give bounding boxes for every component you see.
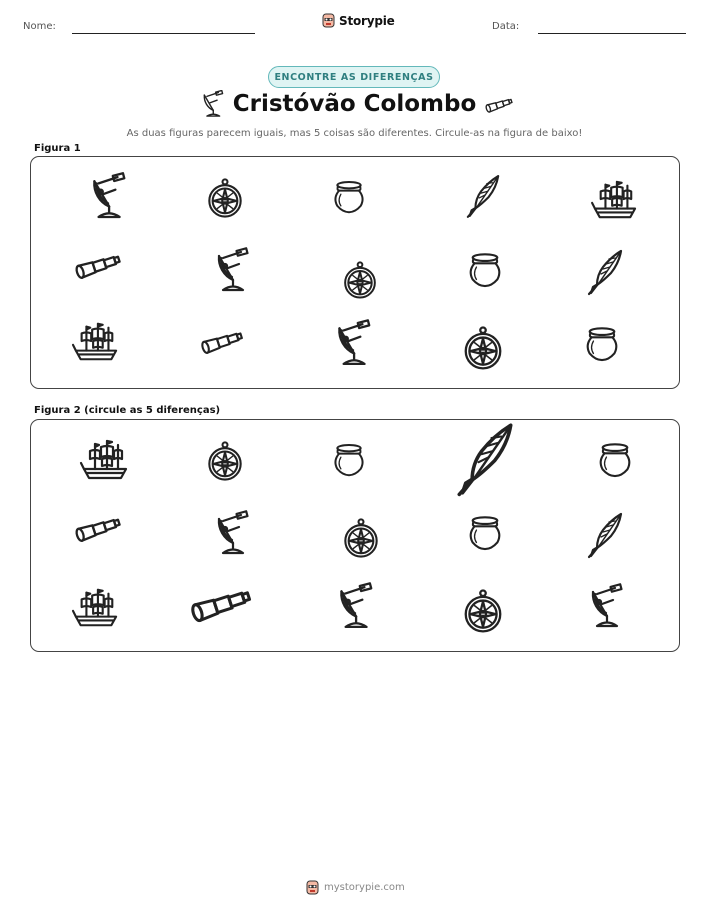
ship-icon[interactable] [591, 179, 639, 221]
compass-icon[interactable] [462, 588, 504, 634]
brand-name: Storypie [339, 13, 395, 28]
pot-icon[interactable] [331, 177, 367, 215]
sextant-icon[interactable] [331, 320, 373, 366]
figure2-label: Figura 2 (circule as 5 diferenças) [34, 405, 221, 416]
sextant-icon[interactable] [86, 172, 128, 220]
quill-icon[interactable] [452, 422, 518, 496]
figure2-panel[interactable] [30, 419, 680, 652]
instructions-text: As duas figuras parecem iguais, mas 5 coisas são diferentes. Circule-as na figura de baixo! [126, 128, 583, 139]
pot-icon[interactable] [596, 439, 634, 479]
quill-icon[interactable] [585, 511, 625, 559]
pot-icon[interactable] [466, 512, 504, 552]
quill-icon[interactable] [585, 248, 625, 296]
ship-icon[interactable] [73, 585, 119, 631]
pot-icon[interactable] [583, 323, 621, 363]
spyglass-icon[interactable] [73, 514, 123, 544]
pot-icon[interactable] [466, 249, 504, 289]
name-label: Nome: [23, 21, 56, 32]
pot-icon[interactable] [331, 440, 367, 478]
name-field-line[interactable] [72, 33, 255, 34]
ship-icon[interactable] [81, 437, 129, 483]
figure1-panel[interactable] [30, 156, 680, 389]
brand-logo [322, 13, 395, 28]
spyglass-icon[interactable] [199, 327, 245, 357]
compass-icon[interactable] [206, 176, 244, 220]
page-title: Cristóvão Colombo [232, 91, 477, 117]
footer-url[interactable]: mystorypie.com [324, 882, 405, 893]
spyglass-icon [484, 97, 514, 117]
compass-icon[interactable] [462, 325, 504, 371]
activity-type-badge: ENCONTRE AS DIFERENÇAS [268, 66, 440, 88]
compass-icon[interactable] [342, 516, 380, 560]
compass-icon[interactable] [206, 439, 244, 483]
date-label: Data: [492, 21, 520, 32]
spyglass-icon[interactable] [73, 251, 123, 281]
storypie-mascot-icon [322, 13, 335, 28]
sextant-icon[interactable] [211, 509, 251, 557]
sextant-icon[interactable] [211, 246, 251, 294]
ship-icon[interactable] [73, 319, 119, 365]
compass-icon[interactable] [342, 260, 378, 300]
figure1-label: Figura 1 [34, 143, 81, 154]
footer [306, 880, 405, 895]
quill-icon[interactable] [464, 173, 502, 219]
sextant-icon[interactable] [333, 583, 375, 629]
storypie-mascot-icon [306, 880, 319, 895]
date-field-line[interactable] [538, 33, 686, 34]
spyglass-icon[interactable] [188, 588, 254, 622]
sextant-icon[interactable] [585, 583, 625, 629]
